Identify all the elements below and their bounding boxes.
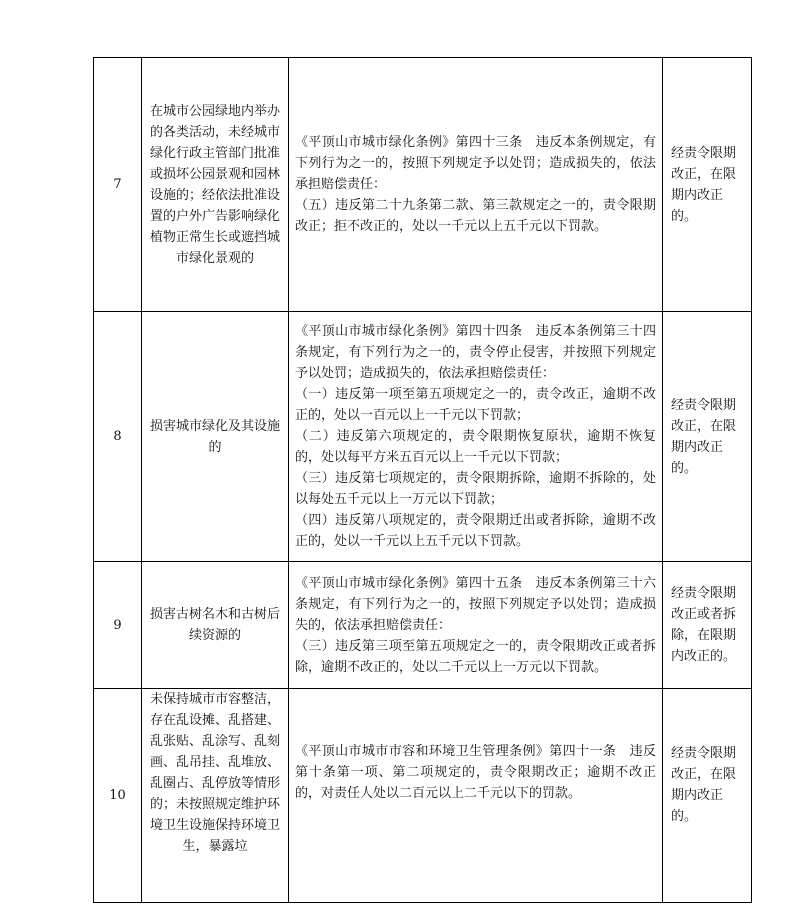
penalty-exemption-table	[93, 57, 752, 903]
legal-basis	[289, 58, 663, 312]
legal-basis-paragraph: （三）违反第七项规定的，责令限期拆除，逾期不拆除的，处以每处五千元以上一万元以下罚款；	[295, 471, 656, 507]
row-number: 8	[94, 312, 142, 562]
legal-basis	[289, 562, 663, 689]
row-number: 7	[94, 58, 142, 312]
legal-basis	[289, 312, 663, 562]
exemption-condition: 经责令限期改正，在限期内改正的。	[663, 58, 752, 312]
exemption-condition: 经责令限期改正，在限期内改正的。	[663, 689, 752, 903]
row-number: 10	[94, 689, 142, 903]
legal-basis-paragraph: （三）违反第三项至第五项规定之一的，责令限期改正或者拆除，逾期不改正的，处以二千元以上一万元以下罚款。	[295, 638, 656, 675]
legal-basis-paragraph: （二）违反第六项规定的，责令限期恢复原状，逾期不恢复的，处以每平方米五百元以上一千元以下罚款；	[295, 429, 656, 465]
table-row	[94, 58, 752, 312]
legal-basis-paragraph: （五）违反第二十九条第二款、第三款规定之一的，责令限期改正；拒不改正的，处以一千元以上五千元以下罚款。	[295, 198, 656, 234]
violation-behavior: 损害古树名木和古树后续资源的	[142, 562, 289, 689]
violation-behavior: 在城市公园绿地内举办的各类活动，未经城市绿化行政主管部门批准或损坏公园景观和园林设施的；经依法批准设置的户外广告影响绿化植物正常生长或遮挡城市绿化景观的	[142, 58, 289, 312]
legal-basis-paragraph: 《平顶山市城市市容和环境卫生管理条例》第四十一条 违反第十条第一项、第二项规定的，责令限期改正；逾期不改正的，对责任人处以二百元以上二千元以下的罚款。	[295, 744, 656, 801]
legal-basis-paragraph: （四）违反第八项规定的，责令限期迁出或者拆除，逾期不改正的，处以一千元以上五千元以下罚款。	[295, 513, 656, 549]
legal-basis-paragraph: 《平顶山市城市绿化条例》第四十三条 违反本条例规定，有下列行为之一的，按照下列规定予以处罚；造成损失的，依法承担赔偿责任：	[295, 135, 656, 192]
legal-basis	[289, 689, 663, 903]
row-number: 9	[94, 562, 142, 689]
exemption-condition: 经责令限期改正或者拆除，在限期内改正的。	[663, 562, 752, 689]
exemption-condition: 经责令限期改正，在限期内改正的。	[663, 312, 752, 562]
violation-behavior: 未保持城市市容整洁，存在乱设摊、乱搭建、乱张贴、乱涂写、乱刻画、乱吊挂、乱堆放、乱圈占、乱停放等情形的；未按照规定维护环境卫生设施保持环境卫生，暴露垃	[142, 689, 289, 903]
table-row	[94, 562, 752, 689]
legal-basis-paragraph: 《平顶山市城市绿化条例》第四十四条 违反本条例第三十四条规定，有下列行为之一的，责令停止侵害，并按照下列规定予以处罚；造成损失的，依法承担赔偿责任：	[295, 324, 656, 381]
legal-basis-paragraph: 《平顶山市城市绿化条例》第四十五条 违反本条例第三十六条规定，有下列行为之一的，按照下列规定予以处罚；造成损失的，依法承担赔偿责任：	[295, 575, 656, 633]
legal-basis-paragraph: （一）违反第一项至第五项规定之一的，责令改正，逾期不改正的，处以一百元以上一千元以下罚款；	[295, 387, 656, 423]
table-row	[94, 312, 752, 562]
violation-behavior: 损害城市绿化及其设施的	[142, 312, 289, 562]
table-row	[94, 689, 752, 903]
